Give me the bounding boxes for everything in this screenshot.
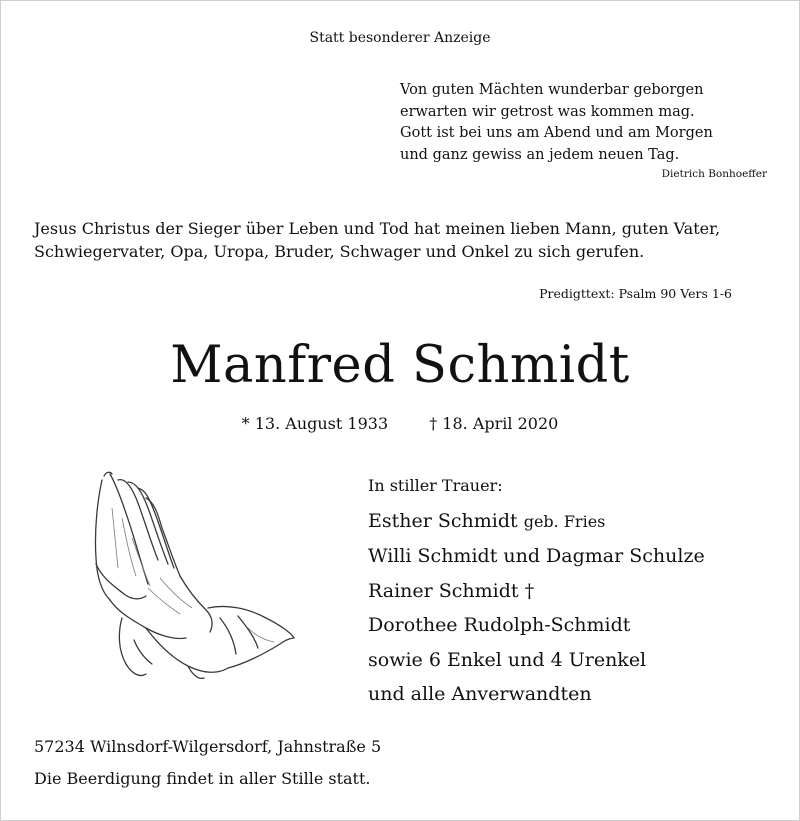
mourner-line: und alle Anverwandten bbox=[368, 683, 592, 705]
death-date: † 18. April 2020 bbox=[429, 414, 559, 433]
poem-quote bbox=[400, 80, 713, 166]
mourners-heading: In stiller Trauer: bbox=[368, 476, 503, 495]
mourner-line: Dorothee Rudolph-Schmidt bbox=[368, 614, 631, 636]
mourners-list bbox=[368, 469, 705, 712]
poem-line: erwarten wir getrost was kommen mag. bbox=[400, 103, 695, 120]
mourner-line bbox=[368, 504, 705, 540]
life-dates bbox=[0, 414, 800, 433]
poem-line: und ganz gewiss an jedem neuen Tag. bbox=[400, 146, 680, 163]
family-address: 57234 Wilnsdorf-Wilgersdorf, Jahnstraße 5 bbox=[34, 737, 382, 756]
mourner-line: Rainer Schmidt † bbox=[368, 579, 535, 602]
poem-line: Gott ist bei uns am Abend und am Morgen bbox=[400, 125, 713, 141]
mourner-line: Willi Schmidt und Dagmar Schulze bbox=[368, 545, 705, 567]
poem-author: Dietrich Bonhoeffer bbox=[661, 168, 767, 180]
intro-text: Jesus Christus der Sieger über Leben und Tod hat meinen lieben Mann, guten Vater, Schwiegervater, Opa, Uropa, Bruder, Schwager und Onkel zu sich gerufen. bbox=[34, 219, 721, 261]
mourner-line: sowie 6 Enkel und 4 Urenkel bbox=[368, 648, 647, 671]
birth-date: * 13. August 1933 bbox=[241, 414, 389, 433]
praying-hands-icon bbox=[88, 468, 298, 693]
deceased-name: Manfred Schmidt bbox=[170, 336, 630, 395]
maiden-name-note: geb. Fries bbox=[523, 511, 606, 531]
poem-line: Von guten Mächten wunderbar geborgen bbox=[400, 82, 704, 98]
sermon-reference: Predigttext: Psalm 90 Vers 1-6 bbox=[539, 286, 732, 301]
notice-heading: Statt besonderer Anzeige bbox=[309, 30, 491, 46]
mourner-name: Esther Schmidt bbox=[368, 509, 518, 532]
funeral-note: Die Beerdigung findet in aller Stille statt. bbox=[34, 769, 371, 788]
